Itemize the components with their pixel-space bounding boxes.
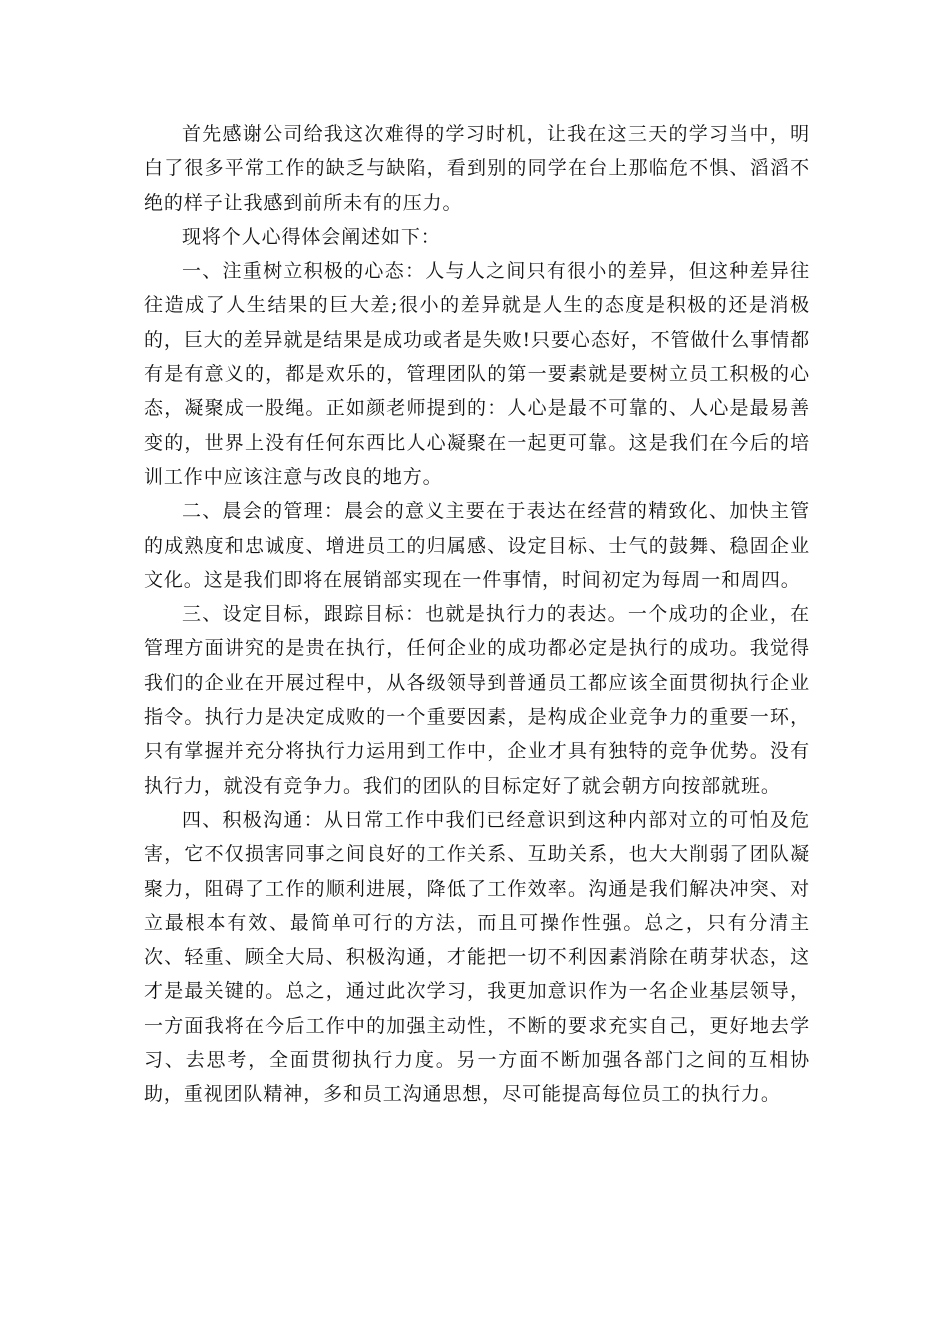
paragraph-point-2: 二、晨会的管理：晨会的意义主要在于表达在经营的精致化、加快主管的成熟度和忠诚度、增进员工的归属感、设定目标、士气的鼓舞、稳固企业文化。这是我们即将在展销部实现在一件事情，时间初定为每周一和周四。 xyxy=(144,500,810,591)
document-body xyxy=(144,117,810,1112)
paragraph-point-1: 一、注重树立积极的心态：人与人之间只有很小的差异，但这种差异往往造成了人生结果的巨大差;很小的差异就是人生的态度是积极的还是消极的，巨大的差异就是结果是成功或者是失败!只要心态好，不管做什么事情都有是有意义的，都是欢乐的，管理团队的第一要素就是要树立员工积极的心态，凝聚成一股绳。正如颜老师提到的：人心是最不可靠的、人心是最易善变的，世界上没有任何东西比人心凝聚在一起更可靠。这是我们在今后的培训工作中应该注意与改良的地方。 xyxy=(144,260,810,488)
paragraph-intro: 首先感谢公司给我这次难得的学习时机，让我在这三天的学习当中，明白了很多平常工作的缺乏与缺陷，看到别的同学在台上那临危不惧、滔滔不绝的样子让我感到前所未有的压力。 xyxy=(144,123,810,214)
paragraph-point-3: 三、设定目标，跟踪目标：也就是执行力的表达。一个成功的企业，在管理方面讲究的是贵在执行，任何企业的成功都必定是执行的成功。我觉得我们的企业在开展过程中，从各级领导到普通员工都应该全面贯彻执行企业指令。执行力是决定成败的一个重要因素，是构成企业竞争力的重要一环，只有掌握并充分将执行力运用到工作中，企业才具有独特的竞争优势。没有执行力，就没有竞争力。我们的团队的目标定好了就会朝方向按部就班。 xyxy=(144,603,810,797)
paragraph-lead-in: 现将个人心得体会阐述如下： xyxy=(182,225,441,248)
paragraph-point-4: 四、积极沟通：从日常工作中我们已经意识到这种内部对立的可怕及危害，它不仅损害同事之间良好的工作关系、互助关系，也大大削弱了团队凝聚力，阻碍了工作的顺利进展，降低了工作效率。沟通是我们解决冲突、对立最根本有效、最简单可行的方法，而且可操作性强。总之，只有分清主次、轻重、顾全大局、积极沟通，才能把一切不利因素消除在萌芽状态，这才是最关键的。总之，通过此次学习，我更加意识作为一名企业基层领导，一方面我将在今后工作中的加强主动性，不断的要求充实自己，更好地去学习、去思考，全面贯彻执行力度。另一方面不断加强各部门之间的互相协助，重视团队精神，多和员工沟通思想，尽可能提高每位员工的执行力。 xyxy=(144,808,810,1106)
